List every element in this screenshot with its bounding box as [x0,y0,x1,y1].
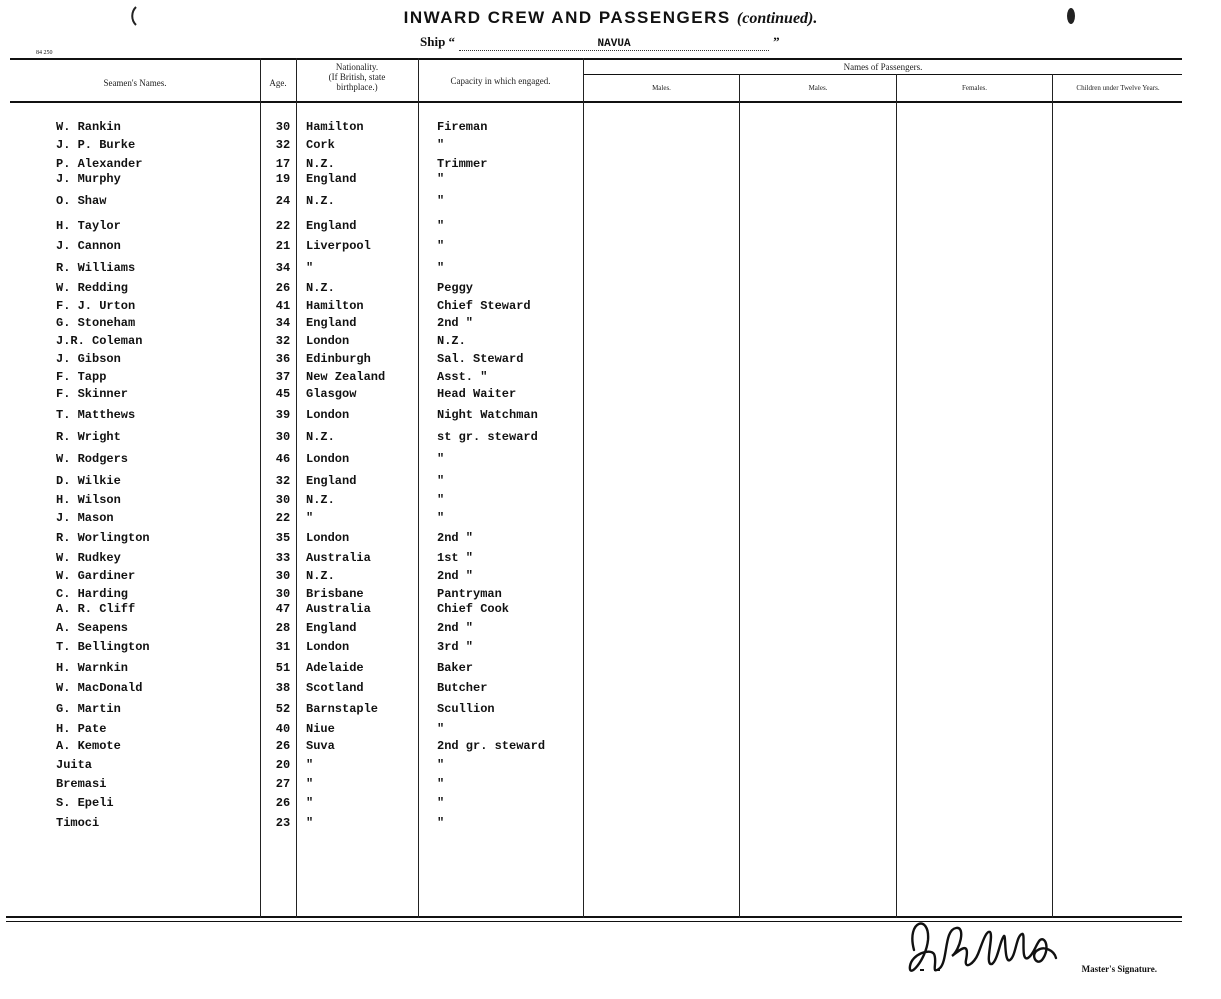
crew-age: 34 [275,316,291,330]
crew-capacity: st gr. steward [437,430,538,444]
crew-row [0,408,580,426]
crew-row [0,493,580,511]
crew-capacity: Chief Cook [437,602,510,616]
crew-name: W. Gardiner [56,569,136,583]
crew-name: P. Alexander [56,157,143,171]
header-passengers: Names of Passengers. [843,62,923,72]
crew-nationality: Niue [306,722,335,736]
crew-nationality: " [306,816,314,830]
crew-row [0,316,580,334]
crew-name: J. P. Burke [56,138,136,152]
crew-age: 22 [275,511,291,525]
crew-name: W. MacDonald [56,681,143,695]
crew-row [0,334,580,352]
crew-name: H. Taylor [56,219,121,233]
crew-capacity: 3rd " [437,640,474,654]
crew-nationality: Adelaide [306,661,364,675]
crew-row [0,194,580,212]
crew-nationality: England [306,621,357,635]
crew-nationality: Scotland [306,681,364,695]
crew-row [0,172,580,190]
crew-capacity: " [437,138,445,152]
ship-line [420,34,780,51]
crew-age: 30 [275,587,291,601]
crew-nationality: New Zealand [306,370,386,384]
crew-name: G. Stoneham [56,316,136,330]
crew-age: 37 [275,370,291,384]
crew-nationality: Hamilton [306,120,364,134]
crew-nationality: Brisbane [306,587,364,601]
header-nationality-title: Nationality. [335,62,379,72]
crew-capacity: " [437,722,445,736]
crew-name: A. Kemote [56,739,121,753]
crew-row [0,430,580,448]
crew-name: H. Warnkin [56,661,129,675]
header-capacity: Capacity in which engaged. [450,76,551,86]
crew-row [0,219,580,237]
crew-capacity: " [437,474,445,488]
crew-name: Timoci [56,816,100,830]
crew-nationality: Australia [306,551,371,565]
crew-name: F. Tapp [56,370,107,384]
crew-capacity: 2nd gr. steward [437,739,546,753]
crew-capacity: Night Watchman [437,408,538,422]
crew-name: J. Mason [56,511,114,525]
master-signature-label: Master's Signature. [1081,964,1157,974]
crew-capacity: " [437,796,445,810]
crew-name: J. Gibson [56,352,121,366]
crew-name: J. Murphy [56,172,121,186]
crew-row [0,138,580,156]
crew-age: 39 [275,408,291,422]
crew-nationality: " [306,758,314,772]
title-continued: (continued). [736,10,818,27]
crew-capacity: Pantryman [437,587,502,601]
crew-row [0,796,580,814]
crew-row [0,569,580,587]
header-age: Age. [269,78,287,88]
crew-name: W. Redding [56,281,129,295]
crew-nationality: Liverpool [306,239,371,253]
crew-age: 47 [275,602,291,616]
crew-nationality: Australia [306,602,371,616]
passenger-header-rule [584,74,1182,75]
header-nationality-note: (If British, state birthplace.) [328,72,386,92]
crew-nationality: Hamilton [306,299,364,313]
crew-name: R. Wright [56,430,121,444]
crew-age: 33 [275,551,291,565]
crew-age: 30 [275,493,291,507]
crew-name: H. Wilson [56,493,121,507]
crew-row [0,551,580,569]
crew-nationality: " [306,777,314,791]
crew-age: 51 [275,661,291,675]
crew-row [0,661,580,679]
header-females: Females. [961,84,988,92]
crew-nationality: " [306,261,314,275]
crew-row [0,722,580,740]
crew-name: F. J. Urton [56,299,136,313]
crew-row [0,387,580,405]
crew-row [0,777,580,795]
crew-name: D. Wilkie [56,474,121,488]
crew-capacity: " [437,777,445,791]
ship-name: NAVUA [597,38,631,50]
crew-age: 34 [275,261,291,275]
crew-capacity: " [437,493,445,507]
crew-age: 24 [275,194,291,208]
crew-age: 40 [275,722,291,736]
crew-name: T. Bellington [56,640,150,654]
header-males-1: Males. [652,84,671,92]
crew-nationality: London [306,640,350,654]
crew-capacity: 1st " [437,551,474,565]
header-nationality [296,62,418,92]
crew-nationality: London [306,452,350,466]
crew-row [0,621,580,639]
crew-nationality: " [306,511,314,525]
crew-name: A. R. Cliff [56,602,136,616]
crew-row [0,702,580,720]
crew-age: 31 [275,640,291,654]
title-main: INWARD CREW AND PASSENGERS [403,8,731,27]
crew-age: 19 [275,172,291,186]
crew-capacity: " [437,452,445,466]
crew-nationality: N.Z. [306,430,335,444]
crew-row [0,640,580,658]
crew-age: 38 [275,681,291,695]
crew-row [0,261,580,279]
crew-row [0,281,580,299]
crew-capacity: Baker [437,661,474,675]
crew-capacity: " [437,219,445,233]
crew-nationality: Cork [306,138,335,152]
crew-nationality: England [306,474,357,488]
crew-age: 35 [275,531,291,545]
crew-nationality: N.Z. [306,194,335,208]
crew-capacity: " [437,239,445,253]
crew-row [0,816,580,834]
crew-capacity: " [437,511,445,525]
crew-nationality: England [306,316,357,330]
crew-row [0,474,580,492]
crew-age: 26 [275,739,291,753]
crew-nationality: London [306,408,350,422]
crew-capacity: " [437,172,445,186]
crew-capacity: Trimmer [437,157,488,171]
crew-age: 46 [275,452,291,466]
crew-capacity: " [437,758,445,772]
crew-capacity: Peggy [437,281,474,295]
crew-capacity: Fireman [437,120,488,134]
crew-row [0,758,580,776]
crew-age: 21 [275,239,291,253]
crew-age: 36 [275,352,291,366]
crew-nationality: England [306,172,357,186]
crew-row [0,602,580,620]
crew-name: J. Cannon [56,239,121,253]
crew-capacity: 2nd " [437,621,474,635]
crew-capacity: Scullion [437,702,495,716]
crew-nationality: " [306,796,314,810]
crew-nationality: N.Z. [306,281,335,295]
crew-capacity: Sal. Steward [437,352,524,366]
crew-capacity: " [437,816,445,830]
crew-age: 26 [275,796,291,810]
crew-name: G. Martin [56,702,121,716]
header-bottom-rule [10,101,1182,103]
top-rule [10,58,1182,60]
page-title [0,8,1221,28]
crew-name: R. Williams [56,261,136,275]
crew-name: T. Matthews [56,408,136,422]
crew-age: 27 [275,777,291,791]
crew-name: W. Rudkey [56,551,121,565]
crew-capacity: Butcher [437,681,488,695]
crew-age: 30 [275,430,291,444]
crew-age: 30 [275,120,291,134]
crew-name: S. Epeli [56,796,114,810]
crew-name: Juita [56,758,93,772]
crew-nationality: London [306,334,350,348]
crew-row [0,239,580,257]
header-seamen-names: Seamen's Names. [103,78,167,88]
crew-age: 30 [275,569,291,583]
crew-age: 32 [275,474,291,488]
crew-age: 17 [275,157,291,171]
master-signature [900,910,1070,982]
crew-age: 23 [275,816,291,830]
crew-capacity: N.Z. [437,334,466,348]
col-divider-females [1052,74,1053,918]
crew-capacity: 2nd " [437,569,474,583]
col-divider-males [739,74,740,918]
crew-capacity: 2nd " [437,531,474,545]
crew-capacity: Head Waiter [437,387,517,401]
ship-close: ” [773,34,780,49]
crew-nationality: Edinburgh [306,352,371,366]
crew-name: R. Worlington [56,531,150,545]
crew-row [0,299,580,317]
crew-name: C. Harding [56,587,129,601]
form-number: 84 250 [36,50,53,56]
ship-label: Ship “ [420,34,456,49]
crew-nationality: N.Z. [306,157,335,171]
crew-name: J.R. Coleman [56,334,143,348]
crew-age: 28 [275,621,291,635]
crew-nationality: Glasgow [306,387,357,401]
crew-row [0,739,580,757]
crew-name: A. Seapens [56,621,129,635]
crew-row [0,352,580,370]
crew-nationality: N.Z. [306,493,335,507]
crew-name: Bremasi [56,777,107,791]
header-males-2: Males. [808,84,828,92]
col-divider-males-2 [896,74,897,918]
crew-row [0,452,580,470]
crew-age: 32 [275,138,291,152]
crew-name: O. Shaw [56,194,107,208]
crew-age: 32 [275,334,291,348]
crew-nationality: London [306,531,350,545]
crew-age: 45 [275,387,291,401]
crew-capacity: 2nd " [437,316,474,330]
crew-name: W. Rodgers [56,452,129,466]
crew-row [0,681,580,699]
crew-row [0,511,580,529]
crew-capacity: Chief Steward [437,299,531,313]
crew-name: F. Skinner [56,387,129,401]
crew-age: 52 [275,702,291,716]
crew-nationality: Suva [306,739,335,753]
crew-nationality: N.Z. [306,569,335,583]
crew-name: H. Pate [56,722,107,736]
crew-capacity: Asst. " [437,370,488,384]
crew-age: 20 [275,758,291,772]
col-divider-capacity [583,58,584,918]
crew-row [0,370,580,388]
crew-row [0,531,580,549]
crew-nationality: Barnstaple [306,702,379,716]
crew-name: W. Rankin [56,120,121,134]
header-children: Children under Twelve Years. [1076,84,1160,92]
crew-age: 41 [275,299,291,313]
crew-age: 26 [275,281,291,295]
crew-nationality: England [306,219,357,233]
crew-row [0,120,580,138]
crew-capacity: " [437,261,445,275]
crew-age: 22 [275,219,291,233]
crew-capacity: " [437,194,445,208]
